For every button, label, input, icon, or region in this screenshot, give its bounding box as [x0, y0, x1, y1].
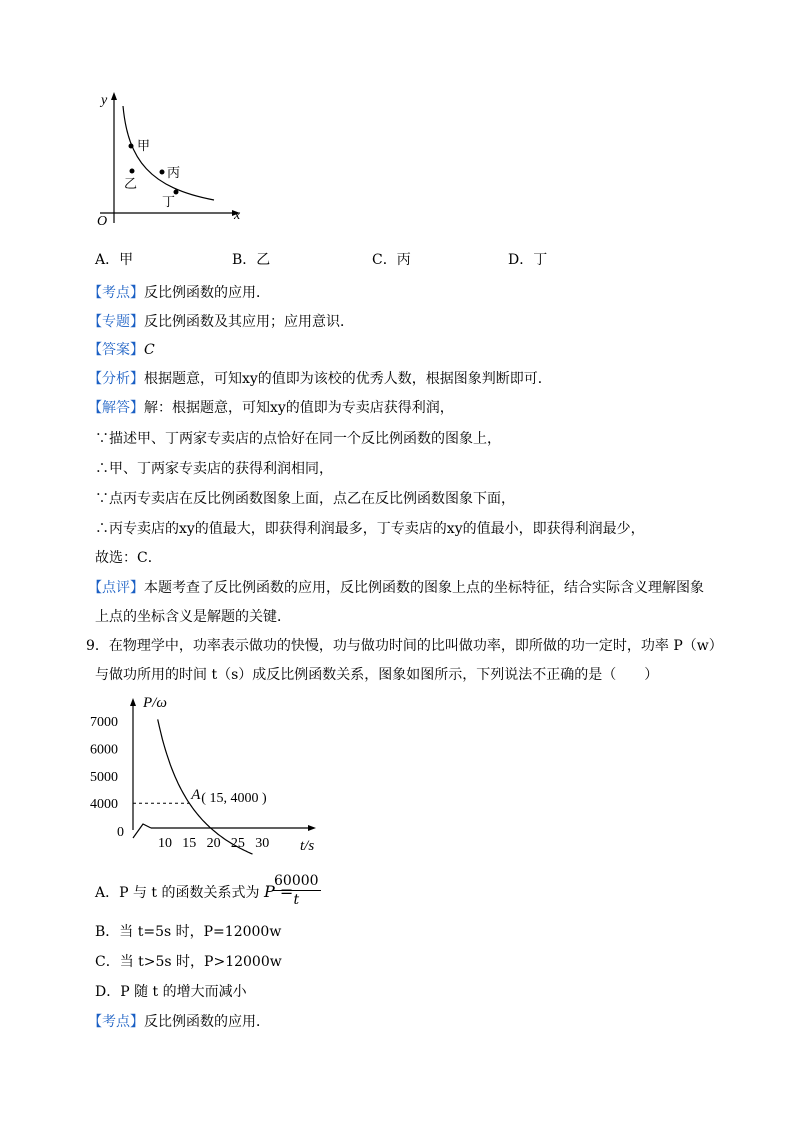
- jieda-line-3: ∵点丙专卖店在反比例函数图象上面，点乙在反比例函数图象下面，: [95, 491, 515, 507]
- chart-x-label: t/s: [300, 838, 315, 854]
- q8-option-c[interactable]: C．丙: [372, 252, 411, 268]
- chart-point-a-coords: ( 15, 4000 ): [201, 791, 267, 807]
- chart-x-tick-15: 15: [182, 836, 197, 851]
- jieda-line-0: 解：根据题意，可知xy的值即为专卖店获得利润，: [144, 400, 454, 416]
- fig1-x-label: x: [234, 208, 241, 223]
- chart-x-tick-10: 10: [158, 836, 172, 851]
- daan-text: C: [144, 342, 155, 358]
- dianping-text-1: 本题考查了反比例函数的应用，反比例函数的图象上点的坐标特征，结合实际含义理解图象: [144, 580, 704, 596]
- jieda-tag: 【解答】: [88, 400, 144, 416]
- power-time-chart: [0, 690, 800, 860]
- chart-origin: 0: [117, 825, 124, 840]
- point-yi: [130, 169, 135, 174]
- dianping-tag: 【点评】: [88, 580, 144, 596]
- chart-axis-break: [133, 824, 151, 838]
- q8-daan: [88, 340, 155, 360]
- fig1-y-arrow: [111, 92, 117, 100]
- point-jia-label: 甲: [137, 138, 151, 153]
- fenxi-tag: 【分析】: [88, 371, 144, 387]
- fraction-denominator: t: [293, 892, 300, 908]
- point-jia: [129, 144, 134, 149]
- dianping-text-2: 上点的坐标含义是解题的关键．: [95, 609, 291, 625]
- chart-y-label: P/ω: [143, 695, 167, 711]
- q9-stem-2: 与做功所用的时间 t（s）成反比例函数关系，图象如图所示，下列说法不正确的是（ ）: [95, 667, 659, 683]
- chart-x-arrow: [308, 825, 316, 831]
- chart-x-tick-20: 20: [206, 836, 221, 851]
- q9-option-b[interactable]: B．当 t=5s 时，P=12000w: [95, 924, 282, 940]
- q8-jieda: [88, 398, 454, 418]
- zhuanti-text: 反比例函数及其应用；应用意识．: [144, 314, 354, 330]
- chart-y-tick-4000: 4000: [90, 797, 118, 813]
- q8-kaodian: [88, 283, 270, 303]
- chart-y-tick-5000: 5000: [90, 769, 118, 785]
- q8-zhuanti: [88, 312, 354, 332]
- q8-option-a[interactable]: A．甲: [95, 252, 134, 268]
- q8-dianping: [88, 578, 704, 598]
- figure-inverse-function-points: [0, 0, 800, 240]
- q8-option-d[interactable]: D．丁: [508, 252, 548, 268]
- fraction-numerator: 60000: [274, 873, 319, 889]
- chart-x-tick-30: 30: [255, 836, 270, 851]
- q9-option-a-text: A．P 与 t 的函数关系式为: [95, 885, 260, 901]
- point-yi-label: 乙: [124, 176, 138, 191]
- kaodian-text: 反比例函数的应用．: [144, 285, 270, 301]
- point-bing: [160, 170, 165, 175]
- zhuanti-tag: 【专题】: [88, 314, 144, 330]
- chart-y-tick-7000: 7000: [90, 715, 118, 730]
- chart-y-tick-6000: 6000: [90, 742, 118, 758]
- chart-point-a-label: A: [191, 787, 201, 804]
- fenxi-text: 根据题意，可知xy的值即为该校的优秀人数，根据图象判断即可．: [144, 371, 552, 387]
- daan-tag: 【答案】: [88, 342, 144, 358]
- point-ding-label: 丁: [162, 194, 176, 209]
- q8-fenxi: [88, 369, 552, 389]
- kaodian-tag: 【考点】: [88, 285, 144, 301]
- chart-curve: [158, 719, 253, 854]
- jieda-line-1: ∵描述甲、丁两家专卖店的点恰好在同一个反比例函数的图象上，: [95, 431, 501, 447]
- q9-option-c[interactable]: C．当 t>5s 时，P>12000w: [95, 954, 282, 970]
- q9-option-a[interactable]: [95, 882, 293, 903]
- q9-option-a-fraction: [272, 872, 321, 909]
- q9-kaodian-tag: 【考点】: [88, 1014, 144, 1030]
- q9-kaodian: [88, 1012, 270, 1032]
- jieda-line-5: 故选：C．: [95, 550, 162, 566]
- chart-y-arrow: [130, 698, 136, 706]
- fig1-y-label: y: [101, 93, 108, 108]
- jieda-line-2: ∴甲、丁两家专卖店的获得利润相同，: [95, 461, 333, 477]
- q9-option-a-lhs: P =: [263, 882, 294, 901]
- jieda-line-4: ∴丙专卖店的xy的值最大，即获得利润最多，丁专卖店的xy的值最小，即获得利润最少，: [95, 521, 645, 537]
- q8-option-b[interactable]: B．乙: [232, 252, 271, 268]
- q9-option-d[interactable]: D．P 随 t 的增大而减小: [95, 984, 247, 1000]
- fig1-origin: O: [97, 214, 108, 229]
- chart-x-tick-25: 25: [230, 836, 245, 851]
- point-bing-label: 丙: [167, 165, 181, 180]
- q9-stem-1: 9．在物理学中，功率表示做功的快慢，功与做功时间的比叫做功率，即所做的功一定时，功率 P（w）: [86, 638, 723, 654]
- q9-kaodian-text: 反比例函数的应用．: [144, 1014, 270, 1030]
